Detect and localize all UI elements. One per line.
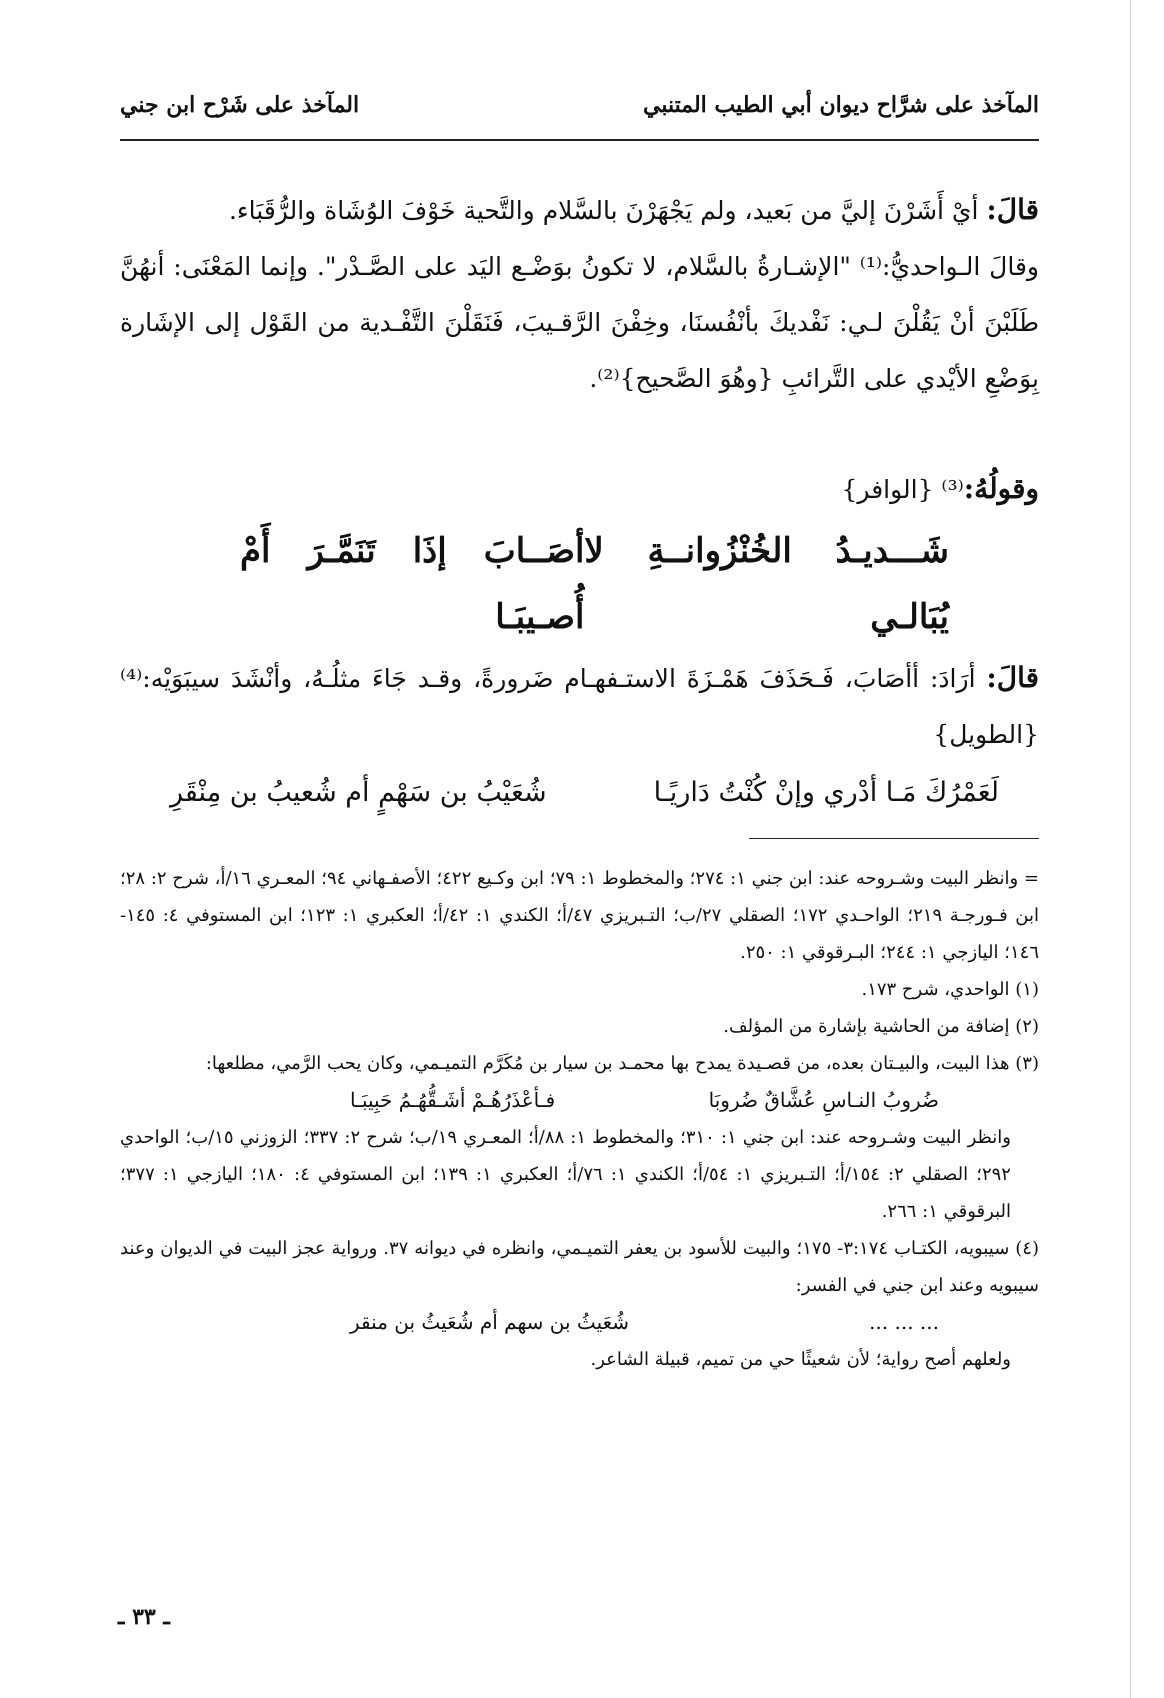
verse-second-hemistich: فـأعْذَرُهُـمْ أشَـقُّهُـمُ حَبِيبَـا [350,1088,556,1112]
paragraph-text: أرَادَ: أأصَابَ، فَـحَذَفَ هَمْـزَةَ الاستـفهـام ضَرورةً، وقـد جَاءَ مثلُـهُ، وأنْشَدَ سيبَوَيْه:⁽⁴⁾ {الطويل} [120,664,1039,749]
footnotes [120,860,1039,1378]
header-book-title: المآخذ على شرَّاح ديوان أبي الطيب المتنبي [643,92,1039,118]
header-section-title: المآخذ على شَرْح ابن جني [120,92,360,118]
verse-first-hemistich: ... ... ... [869,1310,939,1334]
footnote-3-verse [120,1082,1039,1119]
verse-second-hemistich: شُعَيْبُ بن سَهْمٍ أم شُعيبُ بن مِنْقَرِ [170,777,547,808]
lead-word: قالَ: [986,193,1039,226]
paragraph-2 [120,239,1039,407]
verse-1 [120,518,1039,650]
paragraph-4 [120,650,1039,763]
footnote-3: (٣) هذا البيت، والبيـتان بعده، من قصـيدة يمدح بها محمـد بن سيار بن مُكَرَّم التميـمي، وكان يحب الرَّمي، مطلعها: [205,1053,1039,1074]
paragraph-text: وقالَ الـواحديُّ:⁽¹⁾ "الإشـارةُ بالسَّلام، لا تكونُ بوَضْـع اليَد على الصَّـدْر". وإنما المَعْنَى: أنهُنَّ طَلَبْنَ أنْ يَقُلْنَ لـي: نَفْديكَ بأنْفُسنَا، وخِفْنَ الرَّقـيبَ، فَنَقَلْنَ التَّفْـدية من القَوْل إلى الإشَارة بِوَضْعِ الأيْدي على التَّرائبِ {وهُوَ الصَّحيح}⁽²⁾. [120,252,1039,393]
paragraph-1 [120,182,1039,239]
lead-word: وقولُهُ: [963,472,1039,505]
footnote-2: (٢) إضافة من الحاشية بإشارة من المؤلف. [723,1016,1039,1037]
footnote-3-references: وانظر البيت وشـروحه عند: ابن جني ١: ٣١٠؛ والمخطوط ١: ٨٨/أ؛ المعـري ١٩/ب؛ شرح ٢: ٣٣٧؛ الزوزني ١٥/ب؛ الواحدي ٢٩٢؛ الصقلي ٢: ١٥٤/أ؛ التـبريزي ١: ٥٤/أ؛ الكندي ١: ٧٦/أ؛ العكبري ١: ١٣٩؛ ابن المستوفي ٤: ١٨٠؛ اليازجي ١: ٣٧٧؛ البرقوقي ١: ٢٦٦. [120,1127,1011,1222]
verse-first-hemistich: شَـــديـدُ الخُنْزُوانــةِ لا يُبَالـي [584,531,949,637]
verse-second-hemistich: شُعَيثُ بن سهم أم شُعَيثُ بن منقر [350,1310,630,1334]
header-rule [120,139,1039,141]
footnote-rule [749,838,1039,839]
main-text [120,182,1039,823]
footnote-4-verse [120,1304,1039,1341]
paragraph-3 [120,461,1039,518]
meter-label: ⁽³⁾ {الوافر} [841,475,964,504]
verse-first-hemistich: ضُروبُ النـاسِ عُشَّاقٌ ضُروبَا [708,1088,939,1112]
verse-2 [120,763,1039,823]
footnote-4-remark: ولعلهم أصح رواية؛ لأن شعيثًا حي من تميم، قبيلة الشاعر. [590,1349,1011,1370]
footnote-1: (١) الواحدي، شرح ١٧٣. [861,979,1039,1000]
binding-line [1130,0,1131,1698]
page-number: ـ ٣٣ ـ [118,1604,170,1630]
verse-second-hemistich: أصَــابَ إذَا تَنَمَّـرَ أَمْ أُصـيبَـا [240,531,585,637]
footnote-4: (٤) سيبويه، الكتـاب ٣:١٧٤- ١٧٥؛ والبيت للأسود بن يعفر التميـمي، وانظره في ديوانه ٣٧. ورواية عجز البيت في الديوان وعند سيبويه وعند ابن جني في الفسر: [120,1238,1039,1296]
running-header [120,92,1039,132]
lead-word: قالَ: [986,661,1039,694]
paragraph-text: أيْ أَشَرْنَ إليَّ من بَعيد، ولم يَجْهَرْنَ بالسَّلام والتَّحية خَوْفَ الوُشَاة والرُّقَبَاء. [228,196,987,225]
footnote-continuation: = وانظر البيت وشـروحه عند: ابن جني ١: ٢٧٤؛ والمخطوط ١: ٧٩؛ ابن وكـيع ٤٢٢؛ الأصفـهاني ٩٤؛ المعـري ١٦/أ، شرح ٢: ٢٨؛ ابن فـورجـة ٢١٩؛ الواحـدي ١٧٢؛ الصقلي ٢٧/ب؛ التـبريزي ٤٧/أ؛ الكندي ١: ٤٢/أ؛ العكبري ١: ١٢٣؛ ابن المستوفي ٤: ١٤٥- ١٤٦؛ اليازجي ١: ٢٤٤؛ البـرقوقي ١: ٢٥٠. [120,868,1039,963]
verse-first-hemistich: لَعَمْرُكَ مَـا أدْري وإنْ كُنْتُ دَاريًـا [653,777,999,808]
